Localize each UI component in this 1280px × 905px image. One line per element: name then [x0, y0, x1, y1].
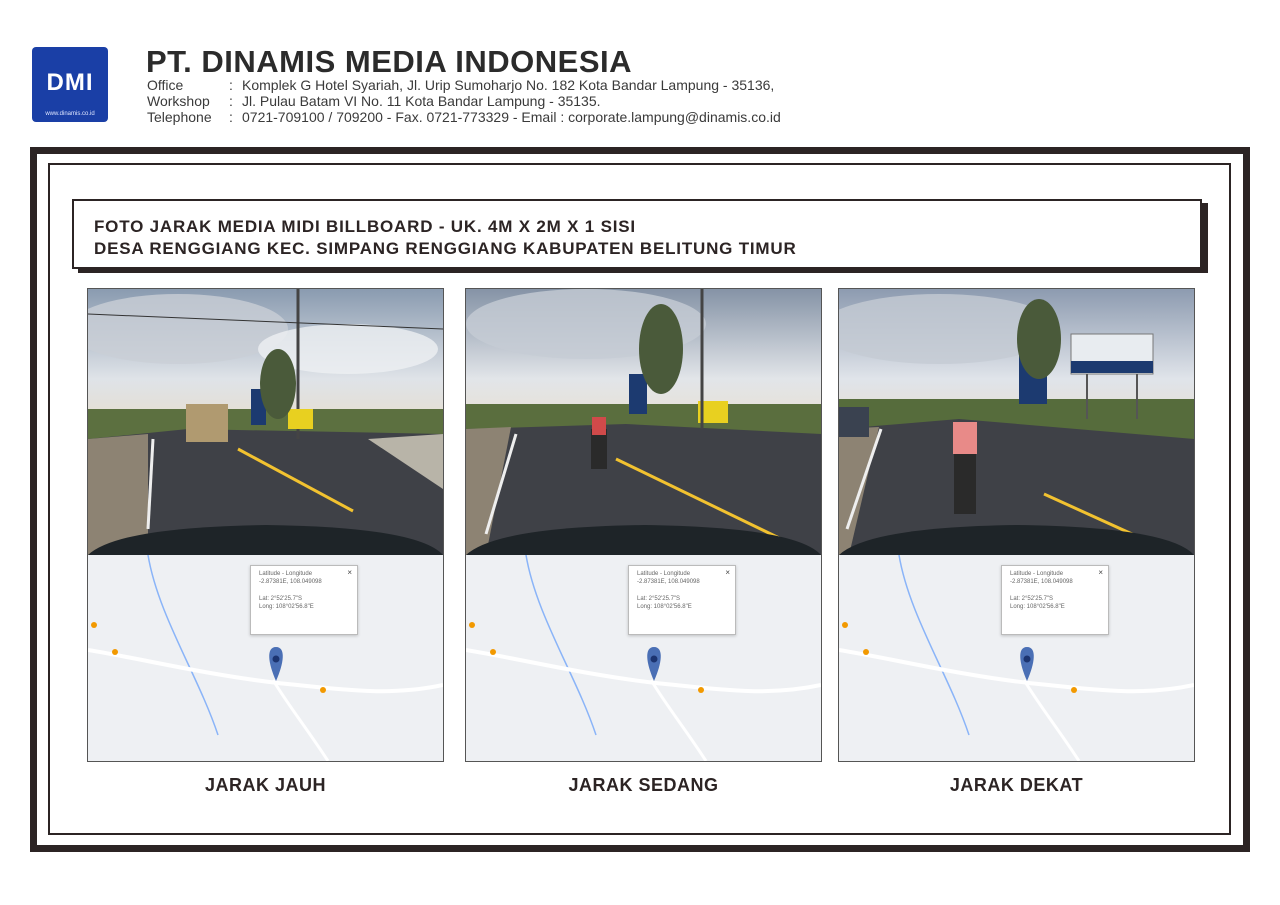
title-box — [72, 199, 1202, 269]
office-sep: : — [229, 77, 233, 93]
telephone-label: Telephone — [147, 109, 212, 125]
close-icon[interactable]: × — [347, 568, 352, 577]
telephone-sep: : — [229, 109, 233, 125]
panel-far — [87, 288, 444, 762]
road-photo-near — [839, 289, 1194, 555]
workshop-row — [147, 93, 601, 109]
popup-lat: Lat: 2°52'25.7"S — [1010, 596, 1054, 602]
road-photo-medium — [466, 289, 821, 555]
panel-medium — [465, 288, 822, 762]
popup-decimal: -2.87381E, 108.049098 — [637, 579, 700, 585]
popup-decimal: -2.87381E, 108.049098 — [259, 579, 322, 585]
caption-medium: JARAK SEDANG — [568, 775, 719, 795]
workshop-sep: : — [229, 93, 233, 109]
company-name: PT. DINAMIS MEDIA INDONESIA — [146, 44, 632, 79]
office-row — [147, 77, 774, 93]
title-line-1: FOTO JARAK MEDIA MIDI BILLBOARD - UK. 4M X 2M X 1 SISI — [94, 217, 636, 236]
workshop-label: Workshop — [147, 93, 210, 109]
map-popup-far — [250, 565, 358, 635]
popup-heading: Latitude - Longitude — [259, 571, 313, 577]
office-value: Komplek G Hotel Syariah, Jl. Urip Sumoharjo No. 182 Kota Bandar Lampung - 35136, — [242, 77, 775, 93]
popup-long: Long: 108°02'56.8"E — [637, 604, 692, 610]
close-icon[interactable]: × — [1098, 568, 1103, 577]
popup-heading: Latitude - Longitude — [637, 571, 691, 577]
map-popup-medium — [628, 565, 736, 635]
popup-heading: Latitude - Longitude — [1010, 571, 1064, 577]
popup-lat: Lat: 2°52'25.7"S — [259, 596, 303, 602]
popup-lat: Lat: 2°52'25.7"S — [637, 596, 681, 602]
workshop-value: Jl. Pulau Batam VI No. 11 Kota Bandar Lampung - 35135. — [242, 93, 601, 109]
road-photo-far — [88, 289, 443, 555]
popup-long: Long: 108°02'56.8"E — [259, 604, 314, 610]
popup-long: Long: 108°02'56.8"E — [1010, 604, 1065, 610]
caption-far: JARAK JAUH — [204, 775, 326, 795]
title-line-2: DESA RENGGIANG KEC. SIMPANG RENGGIANG KABUPATEN BELITUNG TIMUR — [94, 239, 797, 258]
office-label: Office — [147, 77, 184, 93]
popup-decimal: -2.87381E, 108.049098 — [1010, 579, 1073, 585]
map-popup-near — [1001, 565, 1109, 635]
telephone-value: 0721-709100 / 709200 - Fax. 0721-773329 - Email : corporate.lampung@dinamis.co.id — [242, 109, 781, 125]
telephone-row — [147, 109, 781, 125]
logo-text: DMI — [46, 69, 94, 96]
logo-url: www.dinamis.co.id — [45, 111, 95, 117]
caption-near: JARAK DEKAT — [949, 775, 1084, 795]
close-icon[interactable]: × — [725, 568, 730, 577]
panel-near — [838, 288, 1195, 762]
company-logo — [32, 47, 108, 122]
